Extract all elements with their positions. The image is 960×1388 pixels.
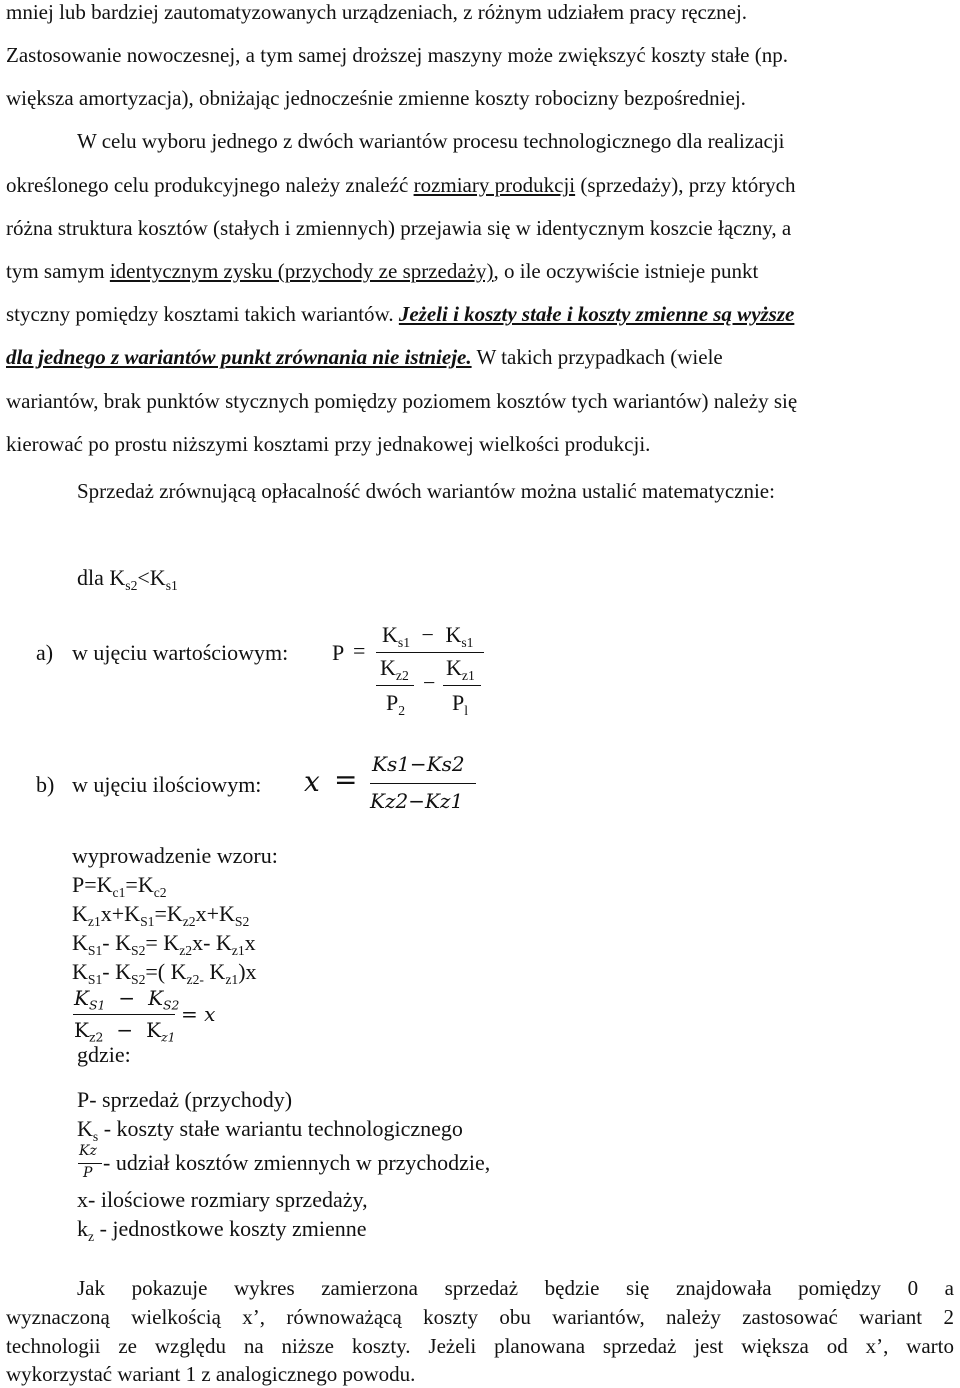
text-line: W celu wyboru jednego z dwóch wariantów procesu technologicznego dla realizacji	[77, 129, 785, 153]
formula-b-label: b)	[36, 772, 55, 797]
subscript: z2	[88, 1029, 104, 1045]
subscript: s	[92, 1128, 99, 1144]
text-span: =K	[154, 901, 183, 926]
text-span: K	[380, 655, 396, 680]
text-line	[6, 345, 723, 370]
text-span: (sprzedaży), przy których	[575, 173, 796, 197]
text-span: K	[148, 986, 164, 1010]
closing-line: Jak pokazuje wykres zamierzona sprzedaż będzie się znajdowała pomiędzy 0 a	[77, 1276, 954, 1300]
text-line	[6, 302, 794, 327]
text-span: P=K	[72, 872, 113, 897]
text-span: K	[446, 655, 462, 680]
formula-a-sub-line-1	[376, 685, 414, 686]
text-span: P	[452, 690, 465, 715]
text-span: określonego celu produkcyjnego należy znaleźć	[6, 173, 414, 197]
text-span: K	[382, 622, 398, 647]
subscript: s1	[461, 634, 474, 650]
text-span: = K	[145, 930, 180, 955]
formula-a-label: a)	[36, 640, 54, 665]
legend-mini-fraction-line	[78, 1163, 102, 1164]
derivation-fraction-numerator	[74, 986, 179, 1011]
emphasis-phrase: dla jednego z wariantów punkt zrównania nie istnieje.	[6, 345, 472, 369]
derivation-line-1	[72, 872, 167, 898]
legend-mini-fraction-num: Kz	[79, 1143, 97, 1159]
text-span: W takich przypadkach (wiele	[471, 345, 723, 369]
underlined-phrase: identycznym zysku (przychody ze sprzedaży)	[109, 259, 494, 283]
text-line: większa amortyzacja), obniżając jednocześnie zmienne koszty robocizny bezpośredniej.	[6, 86, 746, 110]
text-span: x+K	[100, 901, 141, 926]
condition-line	[77, 565, 178, 591]
minus-sign: −	[118, 986, 136, 1010]
text-span: x+K	[195, 901, 235, 926]
legend-item: x- ilościowe rozmiary sprzedaży,	[77, 1187, 368, 1212]
subscript: z	[88, 1228, 95, 1244]
formula-b-lhs: x	[304, 765, 320, 798]
text-line: Zastosowanie nowoczesnej, a tym samej droższej maszyny może zwiększyć koszty stałe (np.	[6, 43, 788, 67]
subscript: z1	[161, 1029, 176, 1045]
text-span: - jednostkowe koszty zmienne	[94, 1216, 367, 1241]
text-line	[6, 259, 758, 284]
formula-a-sub-den-1	[386, 690, 405, 716]
formula-a-equals: =	[353, 638, 366, 663]
text-span: =( K	[145, 959, 187, 984]
text-span: K	[146, 1018, 162, 1042]
text-line: Sprzedaż zrównującą opłacalność dwóch wariantów można ustalić matematycznie:	[77, 479, 775, 503]
subscript: S2	[163, 997, 180, 1013]
subscript: S2	[234, 913, 250, 929]
subscript: S2	[131, 971, 146, 987]
subscript: 2	[398, 702, 406, 718]
minus-sign: −	[116, 1018, 134, 1042]
text-span: x	[244, 930, 256, 955]
legend-item: P- sprzedaż (przychody)	[77, 1087, 293, 1112]
text-line: wariantów, brak punktów stycznych pomiędzy poziomem kosztów tych wariantów) należy się	[6, 389, 798, 413]
subscript: s1	[165, 577, 178, 593]
formula-b-fraction-line	[370, 783, 476, 784]
text-span: =K	[125, 872, 154, 897]
subscript: S2	[131, 942, 146, 958]
subscript: S1	[88, 997, 106, 1013]
subscript: s1	[397, 634, 411, 650]
text-span: K	[72, 930, 88, 955]
formula-b-numerator: Ks1−Ks2	[372, 752, 465, 776]
derivation-fraction-denominator	[74, 1018, 176, 1043]
formula-a-minus: −	[423, 670, 436, 695]
text-span: x- K	[192, 930, 232, 955]
text-span: - koszty stałe wariantu technologicznego	[98, 1116, 463, 1141]
closing-line: wyznaczoną wielkością x’, równoważącą koszty obu wariantów, należy zastosować wariant 2	[6, 1305, 954, 1329]
text-span: dla K	[77, 565, 126, 590]
legend-mini-fraction-den: P	[83, 1165, 93, 1181]
subscript: z2-	[186, 971, 204, 987]
text-span: K	[72, 959, 88, 984]
emphasis-phrase: Jeżeli i koszty stałe i koszty zmienne są wyższe	[398, 302, 795, 326]
text-span: k	[77, 1216, 88, 1241]
formula-a-main-fraction-line	[376, 652, 484, 653]
derivation-title: wyprowadzenie wzoru:	[72, 843, 278, 868]
text-span: - K	[102, 959, 131, 984]
subscript: z1	[87, 913, 101, 929]
derivation-fraction-result: = x	[181, 1002, 216, 1026]
formula-a-numerator	[382, 622, 473, 648]
formula-b-denominator: Kz2−Kz1	[370, 789, 464, 813]
text-span: K	[74, 1018, 89, 1042]
text-span: K	[74, 986, 89, 1010]
text-line: różna struktura kosztów (stałych i zmiennych) przejawia się w identycznym koszcie łączny, a	[6, 216, 792, 240]
text-span: K	[72, 901, 88, 926]
text-span: , o ile oczywiście istnieje punkt	[493, 259, 759, 283]
where-label: gdzie:	[77, 1042, 131, 1067]
text-span: styczny pomiędzy kosztami takich wariantów.	[6, 302, 399, 326]
subscript: c1	[112, 884, 126, 900]
derivation-line-2	[72, 901, 249, 927]
legend-item: - udział kosztów zmiennych w przychodzie,	[103, 1150, 491, 1175]
derivation-line-3	[72, 930, 256, 956]
text-span: P	[386, 690, 399, 715]
subscript: z1	[231, 942, 245, 958]
closing-line: wykorzystać wariant 1 z analogicznego powodu.	[6, 1362, 416, 1386]
formula-b-equals: =	[334, 763, 358, 796]
subscript: S1	[87, 942, 103, 958]
subscript: S1	[140, 913, 155, 929]
text-span: K	[203, 959, 226, 984]
subscript: z2	[179, 942, 193, 958]
subscript: z1	[461, 667, 475, 683]
subscript: c2	[153, 884, 167, 900]
formula-a-sub-num-2	[446, 655, 475, 681]
text-span: - K	[102, 930, 131, 955]
text-span: K	[77, 1116, 93, 1141]
subscript: z2	[182, 913, 196, 929]
derivation-fraction-line	[73, 1014, 175, 1015]
text-line: mniej lub bardziej zautomatyzowanych urządzeniach, z różnym udziałem pracy ręcznej.	[6, 0, 748, 24]
formula-b-text: w ujęciu ilościowym:	[72, 772, 262, 797]
derivation-line-4	[72, 959, 257, 985]
text-line	[6, 173, 796, 198]
text-span: K	[445, 622, 462, 647]
legend-item	[77, 1116, 463, 1142]
formula-a-sub-line-2	[443, 685, 481, 686]
underlined-phrase: rozmiary produkcji	[413, 173, 576, 197]
subscript: s2	[125, 577, 138, 593]
formula-a-sub-num-1	[380, 655, 409, 681]
formula-a-text: w ujęciu wartościowym:	[72, 640, 289, 665]
subscript: l	[464, 702, 469, 718]
closing-line: technologii ze względu na niższe koszty. Jeżeli planowana sprzedaż jest większa od x’, warto	[6, 1334, 954, 1358]
legend-item	[77, 1216, 367, 1242]
text-span: <K	[137, 565, 166, 590]
subscript: z1	[225, 971, 239, 987]
subscript: z2	[395, 667, 409, 683]
text-span: tym samym	[6, 259, 110, 283]
text-span: )x	[238, 959, 257, 984]
minus-sign: −	[421, 622, 434, 647]
text-line: kierować po prostu niższymi kosztami przy jednakowej wielkości produkcji.	[6, 432, 651, 456]
formula-a-lhs: P	[332, 640, 345, 665]
subscript: S1	[87, 971, 103, 987]
formula-a-sub-den-2	[452, 690, 468, 716]
